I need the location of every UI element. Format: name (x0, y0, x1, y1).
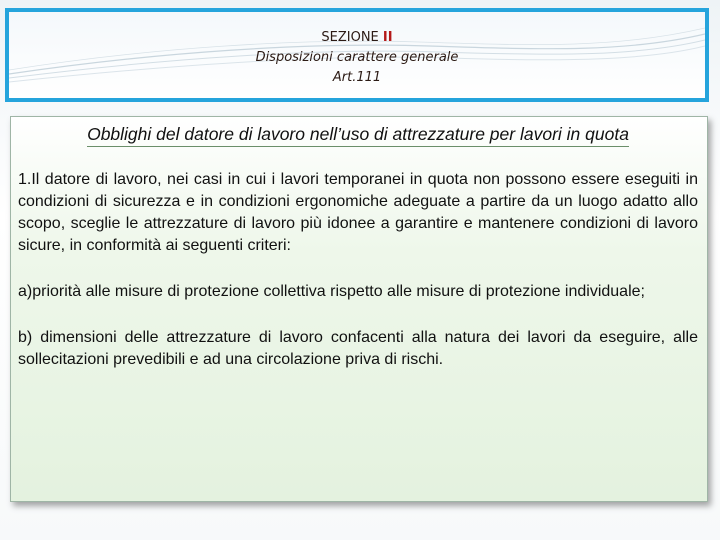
header-box (5, 8, 709, 102)
sezione-label: SEZIONE (321, 30, 379, 45)
paragraph-a: a)priorità alle misure di protezione collettiva rispetto alle misure di protezione individuale; (18, 283, 645, 300)
paragraph-b: b) dimensioni delle attrezzature di lavoro confacenti alla natura dei lavori da eseguire, alle sollecitazioni prevedibili e ad una circolazione priva di rischi. (18, 329, 698, 368)
content-title (18, 123, 698, 147)
paragraph-1: 1.Il datore di lavoro, nei casi in cui i lavori temporanei in quota non possono essere eseguiti in condizioni di sicurezza e in condizioni ergonomiche adeguate a partire da un luogo adatto allo scopo, sceglie le attrezzature di lavoro più idonee a garantire e mantenere condizioni di lavoro sicure, in conformità ai seguenti criteri: (18, 171, 698, 254)
content-title-text: Obblighi del datore di lavoro nell’uso di attrezzature per lavori in quota (87, 123, 629, 147)
sezione-number: II (382, 30, 393, 45)
content-box (10, 116, 708, 502)
header-text (9, 28, 705, 88)
article-number: Art.111 (332, 70, 382, 85)
section-subtitle: Disposizioni carattere generale (255, 50, 459, 65)
